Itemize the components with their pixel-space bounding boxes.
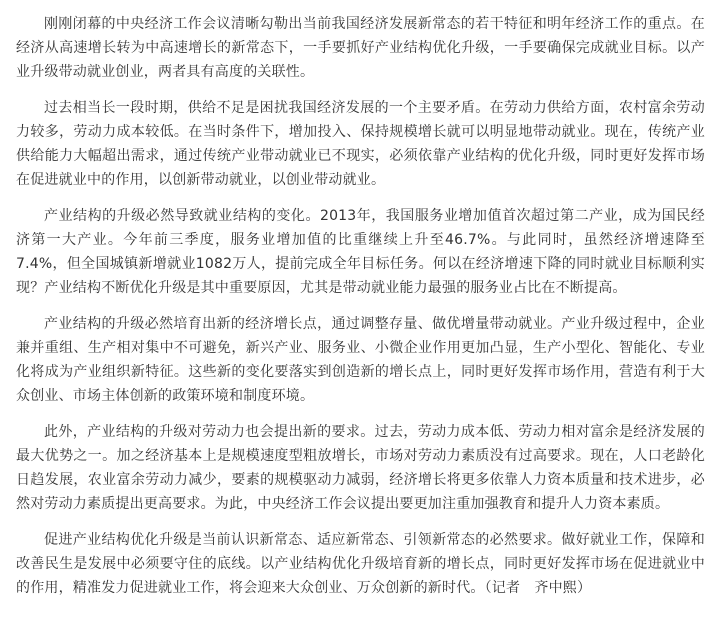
paragraph-growth-points: 产业结构的升级必然培育出新的经济增长点，通过调整存量、做优增量带动就业。产业升级过程中，企业兼并重组、生产相对集中不可避免，新兴产业、服务业、小微企业作用更加凸显，生产小型化、智能化、专业化将成为产业组织新特征。这些新的变化要落实到创造新的增长点上，同时更好发挥市场作用，营造有利于大众创业、市场主体创新的政策环境和制度环境。	[16, 316, 705, 404]
paragraph-labor-requirements: 此外，产业结构的升级对劳动力也会提出新的要求。过去，劳动力成本低、劳动力相对富余是经济发展的最大优势之一。加之经济基本上是规模速度型粗放增长，市场对劳动力素质没有过高要求。现在，人口老龄化日趋发展，农业富余劳动力减少，要素的规模驱动力减弱，经济增长将更多依靠人力资本质量和技术进步，必然对劳动力素质提出更高要求。为此，中央经济工作会议提出要更加注重加强教育和提升人力资本素质。	[16, 424, 705, 512]
paragraph-structure-change: 产业结构的升级必然导致就业结构的变化。2013年，我国服务业增加值首次超过第二产业，成为国民经济第一大产业。今年前三季度，服务业增加值的比重继续上升至46.7%。与此同时，虽然经济增速降至7.4%，但全国城镇新增就业1082万人，提前完成全年目标任务。何以在经济增速下降的同时就业目标顺利实现？产业结构不断优化升级是其中重要原因，尤其是带动就业能力最强的服务业占比在不断提高。	[16, 208, 705, 296]
paragraph-history: 过去相当长一段时期，供给不足是困扰我国经济发展的一个主要矛盾。在劳动力供给方面，农村富余劳动力较多，劳动力成本较低。在当时条件下，增加投入、保持规模增长就可以明显地带动就业。现在，传统产业供给能力大幅超出需求，通过传统产业带动就业已不现实，必须依靠产业结构的优化升级，同时更好发挥市场在促进就业中的作用，以创新带动就业，以创业带动就业。	[16, 100, 705, 188]
paragraph-intro: 刚刚闭幕的中央经济工作会议清晰勾勒出当前我国经济发展新常态的若干特征和明年经济工作的重点。在经济从高速增长转为中高速增长的新常态下，一手要抓好产业结构优化升级，一手要确保完成就业目标。以产业升级带动就业创业，两者具有高度的关联性。	[16, 16, 705, 80]
paragraph-conclusion: 促进产业结构优化升级是当前认识新常态、适应新常态、引领新常态的必然要求。做好就业工作，保障和改善民生是发展中必须要守住的底线。以产业结构优化升级培育新的增长点，同时更好发挥市场在促进就业中的作用，精准发力促进就业工作，将会迎来大众创业、万众创新的新时代。（记者 齐中熙）	[16, 532, 705, 596]
